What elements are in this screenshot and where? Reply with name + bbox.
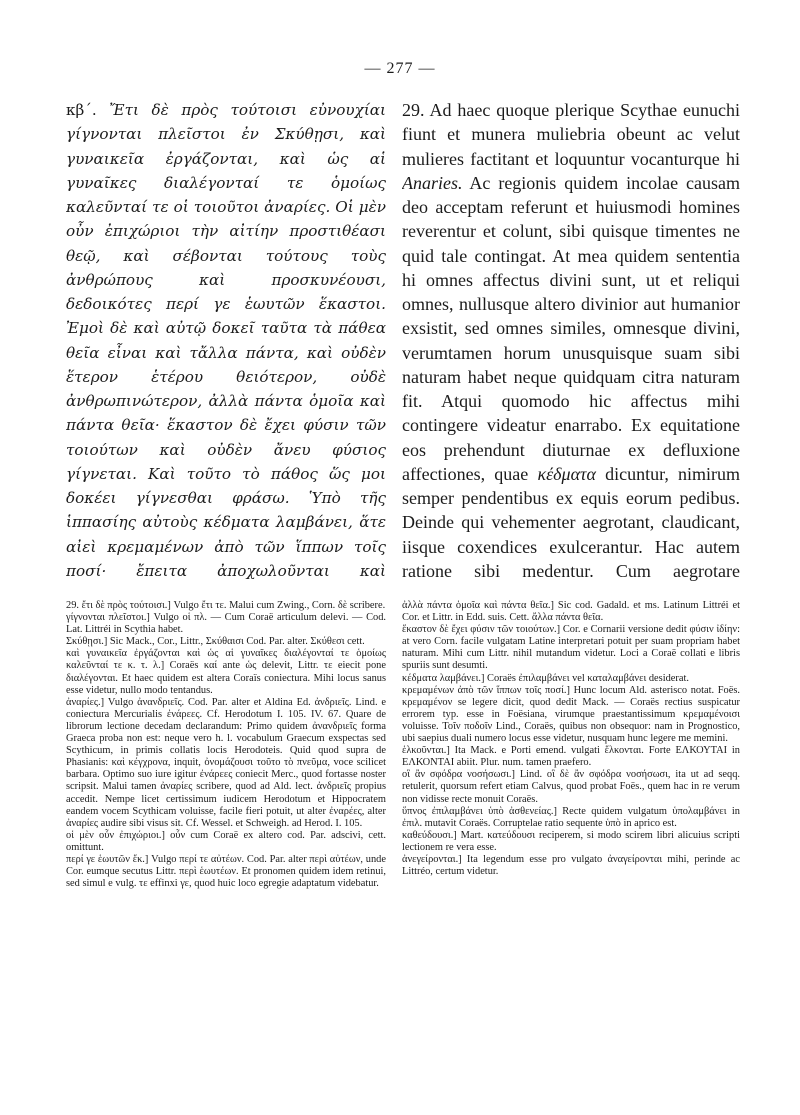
latin-body-part-1: Ad haec quoque plerique Scythae eunuchi fiunt et munera muliebria obeunt ac velut mulieres factitant et loquuntur vocanturque hi (402, 100, 740, 169)
greek-body: Ἔτι δὲ πρὸς τούτοισι εὐνουχίαι γίγνονται πλεῖστοι ἐν Σκύθῃσι, καὶ γυναικεῖα ἐργάζονται, καὶ ὡς αἱ γυναῖκες διαλέγονταί τε ὁμοίως καλεῦνταί τε οἱ τοιοῦτοι ἀναρίες. Οἱ μὲν οὖν ἐπιχώριοι τὴν αἰτίην προστιθέασι θεῷ, καὶ σέβονται τούτους τοὺς ἀνθρώπους καὶ προσκυνέουσι, δεδοικότες περί γε ἑωυτῶν ἕκαστοι. Ἐμοὶ δὲ καὶ αὐτῷ δοκεῖ ταῦτα τὰ πάθεα θεῖα εἶναι καὶ τἄλλα πάντα, καὶ οὐδὲν ἕτερον ἑτέρου θειότερον, οὐδὲ ἀνθρωπινώτερον, ἀλλὰ πάντα ὁμοῖα καὶ πάντα θεῖα· ἕκαστον δὲ ἔχει φύσιν τῶν τοιούτων καὶ οὐδὲν ἄνευ φύσιος γίγνεται. Καὶ τοῦτο τὸ πάθος ὥς μοι δοκέει γίγνεσθαι φράσω. Ὑπὸ τῆς ἱππασίης αὐτοὺς κέδματα λαμβάνει, ἅτε αἰεὶ κρεμαμένων ἀπὸ τῶν ἵππων τοῖς ποσί· ἔπειτα ἀποχωλοῦνται καὶ (66, 101, 386, 580)
footnote: ὕπνος ἐπιλαμβάνει ὑπὸ ἀσθενείας.] Recte quidem vulgatum ὑπολαμβάνει in ἐπιλ. mutavit Coraës. Corruptelae ratio sequente ὑπὸ in aprico est. (402, 805, 740, 829)
footnote: ἑλκοῦνται.] Ita Mack. e Porti emend. vulgati ἕλκονται. Forte ΕΛΚΟΥΤΑΙ in ΕΛΚΟΝΤΑΙ abiit. Plur. num. tamen praefero. (402, 745, 740, 769)
footnote: οἱ μὲν οὖν ἐπιχώριοι.] οὖν cum Coraë ex altero cod. Par. adscivi, cett. omittunt. (66, 829, 386, 853)
latin-body-part-2: Ac regionis quidem incolae causam deo acceptam referunt et huiusmodi homines reverentur et colunt, sibi quisque timentes ne quid tale contingat. At mea quidem sententia hi omnes affectus divini sunt, ut et reliqui omnes, nullusque altero divinior aut humanior exsistit, sed omnes similes, omnesque divini, verumtamen horum unusquisque suam sibi naturam habet neque quidquam citra naturam fit. Atqui quomodo hic affectus mihi contingere videatur enarrabo. Ex equitatione eos prehendunt diuturnae ex defluxione affectiones, quae (402, 172, 740, 484)
greek-paragraph (66, 98, 386, 586)
footnote: 29. ἔτι δὲ πρὸς τούτοισι.] Vulgo ἔτι τε. Malui cum Zwing., Corn. δὲ scribere. (66, 600, 386, 611)
footnotes-right (402, 600, 740, 1105)
footnote: καθεύδουσι.] Mart. κατεύδουσι reciperem, si modo scirem libri alicuius scripti lectionem re vera esse. (402, 829, 740, 853)
footnote: ἀλλὰ πάντα ὁμοῖα καὶ πάντα θεῖα.] Sic cod. Gadald. et ms. Latinum Littréi et Cor. et Littr. in Edd. suis. Cett. ἄλλα πάντα θεῖα. (402, 600, 740, 624)
footnote: γίγνονται πλεῖστοι.] Vulgo οἱ πλ. — Cum Coraë articulum delevi. — Cod. Lat. Littréi in Scythia habet. (66, 612, 386, 636)
latin-section-number: 29. (402, 100, 425, 120)
footnote: οἳ ἂν σφόδρα νοσήσωσι.] Lind. οἳ δὲ ἂν σφόδρα νοσήσωσι, ita ut ad seqq. retulerit, quorsum refert etiam Calvus, quod probat Foës., quem hac in re verum non vidisse recte monuit Coraës. (402, 769, 740, 805)
greek-section-number: κβ΄. (66, 101, 97, 119)
latin-paragraph (402, 98, 740, 586)
latin-term-anaries: Anaries. (402, 172, 463, 193)
page-number: — 277 — (364, 60, 436, 77)
footnote: κρεμαμένων ἀπὸ τῶν ἵππων τοῖς ποσί.] Hunc locum Ald. asterisco notat. Foës. κρεμαμένον se legere dicit, quod dedit Mack. — Coraës rectius suspicatur errorem typ. esse in Foësiana, virumque praestantissimum κρεμαμένοισι voluisse. Τοῖν ποδοῖν Lind., Coraës, quibus non obsequor: nam in Prognostico, ubi saepius duali numero locus esse videtur, nusquam hunc legere me memini. (402, 684, 740, 745)
footnote: ἕκαστον δὲ ἔχει φύσιν τῶν τοιούτων.] Cor. e Cornarii versione dedit φύσιν ἰδίην: at vero Corn. facile vulgatam Latine interpretari potuit per suam propriam habet naturam. Mihi cum Littr. nihil mutandum videtur. Loci a Coraë collati e libris spuriis sunt desumti. (402, 624, 740, 672)
footnote: περί γε ἑωυτῶν ἕκ.] Vulgo περί τε αὐτέων. Cod. Par. alter περὶ αὐτέων, unde Cor. eumque secutus Littr. περὶ ἑωυτέων. Et pronomen quidem idem retinui, sed simul e vulg. τε effinxi γε, quod huic loco egregie adaptatum videbatur. (66, 853, 386, 890)
footnote: καὶ γυναικεῖα ἐργάζονται καὶ ὡς αἱ γυναῖκες διαλέγονταί τε ὁμοίως καλεῦνταί τε κ. τ. λ.] Coraës καί ante ὡς delevit, Littr. τε eiecit pone διαλέγονται. Et haec quidem est altera Coraïs coniectura. Mihi locus sanus esse videtur, nullo modo tentandus. (66, 648, 386, 696)
footnote: ἀναρίες.] Vulgo ἀνανδριεῖς. Cod. Par. alter et Aldina Ed. ἀνδριεῖς. Lind. e coniectura Mercurialis ἐνάρεες. Cf. Herodotum I. 105. IV. 67. Quare de librorum lectione decedam declarandum: Primo quidem ἀνανδριεῖς forma Graeca proba non est: neque vero h. l. vocabulum Graecum exspectas sed Scythicum, in primis collatis locis Herodoteis. Quid quod supra de Phasianis: καὶ κέγχρονα, inquit, ὀνομάζουσι τοῦτο τὸ πνεῦμα, voce scilicet barbara. Optimo suo iure igitur ἐνάρεες coniecit Merc., quod fortasse noster scripsit. Malui tamen ἀναρίες scribere, quod ad Ald. lect. ἀνδριεῖς propius accedit. Nempe licet certissimum iudicem Herodotum et Hippocratem eandem vocem Scythicam voluisse, facile fieri potuit, ut alter ἐναρέες, alter ἀναρίες audire sibi visus sit. Cf. Wessel. et Schweigh. ad Herod. I. 105. (66, 696, 386, 829)
footnote: Σκύθῃσι.] Sic Mack., Cor., Littr., Σκύθαισι Cod. Par. alter. Σκύθεσι cett. (66, 636, 365, 648)
greek-main-text (66, 98, 386, 586)
latin-body-part-3: dicuntur, nimirum semper pendentibus ex equis eorum pedibus. Deinde qui vehementer aegrotant, claudicant, iisque coxendices exulcerantur. Hac autem ratione sibi medentur. Cum aegrotare (402, 463, 740, 581)
footnotes-left (66, 600, 386, 1105)
footnote: κέδματα λαμβάνει.] Coraës ἐπιλαμβάνει vel καταλαμβάνει desiderat. (402, 672, 689, 684)
latin-greek-term: κέδματα (537, 463, 596, 484)
latin-main-text (402, 98, 740, 586)
footnote: ἀνεγείρονται.] Ita legendum esse pro vulgato ἀναγείρονται mihi, perinde ac Littréo, certum videtur. (402, 853, 740, 878)
